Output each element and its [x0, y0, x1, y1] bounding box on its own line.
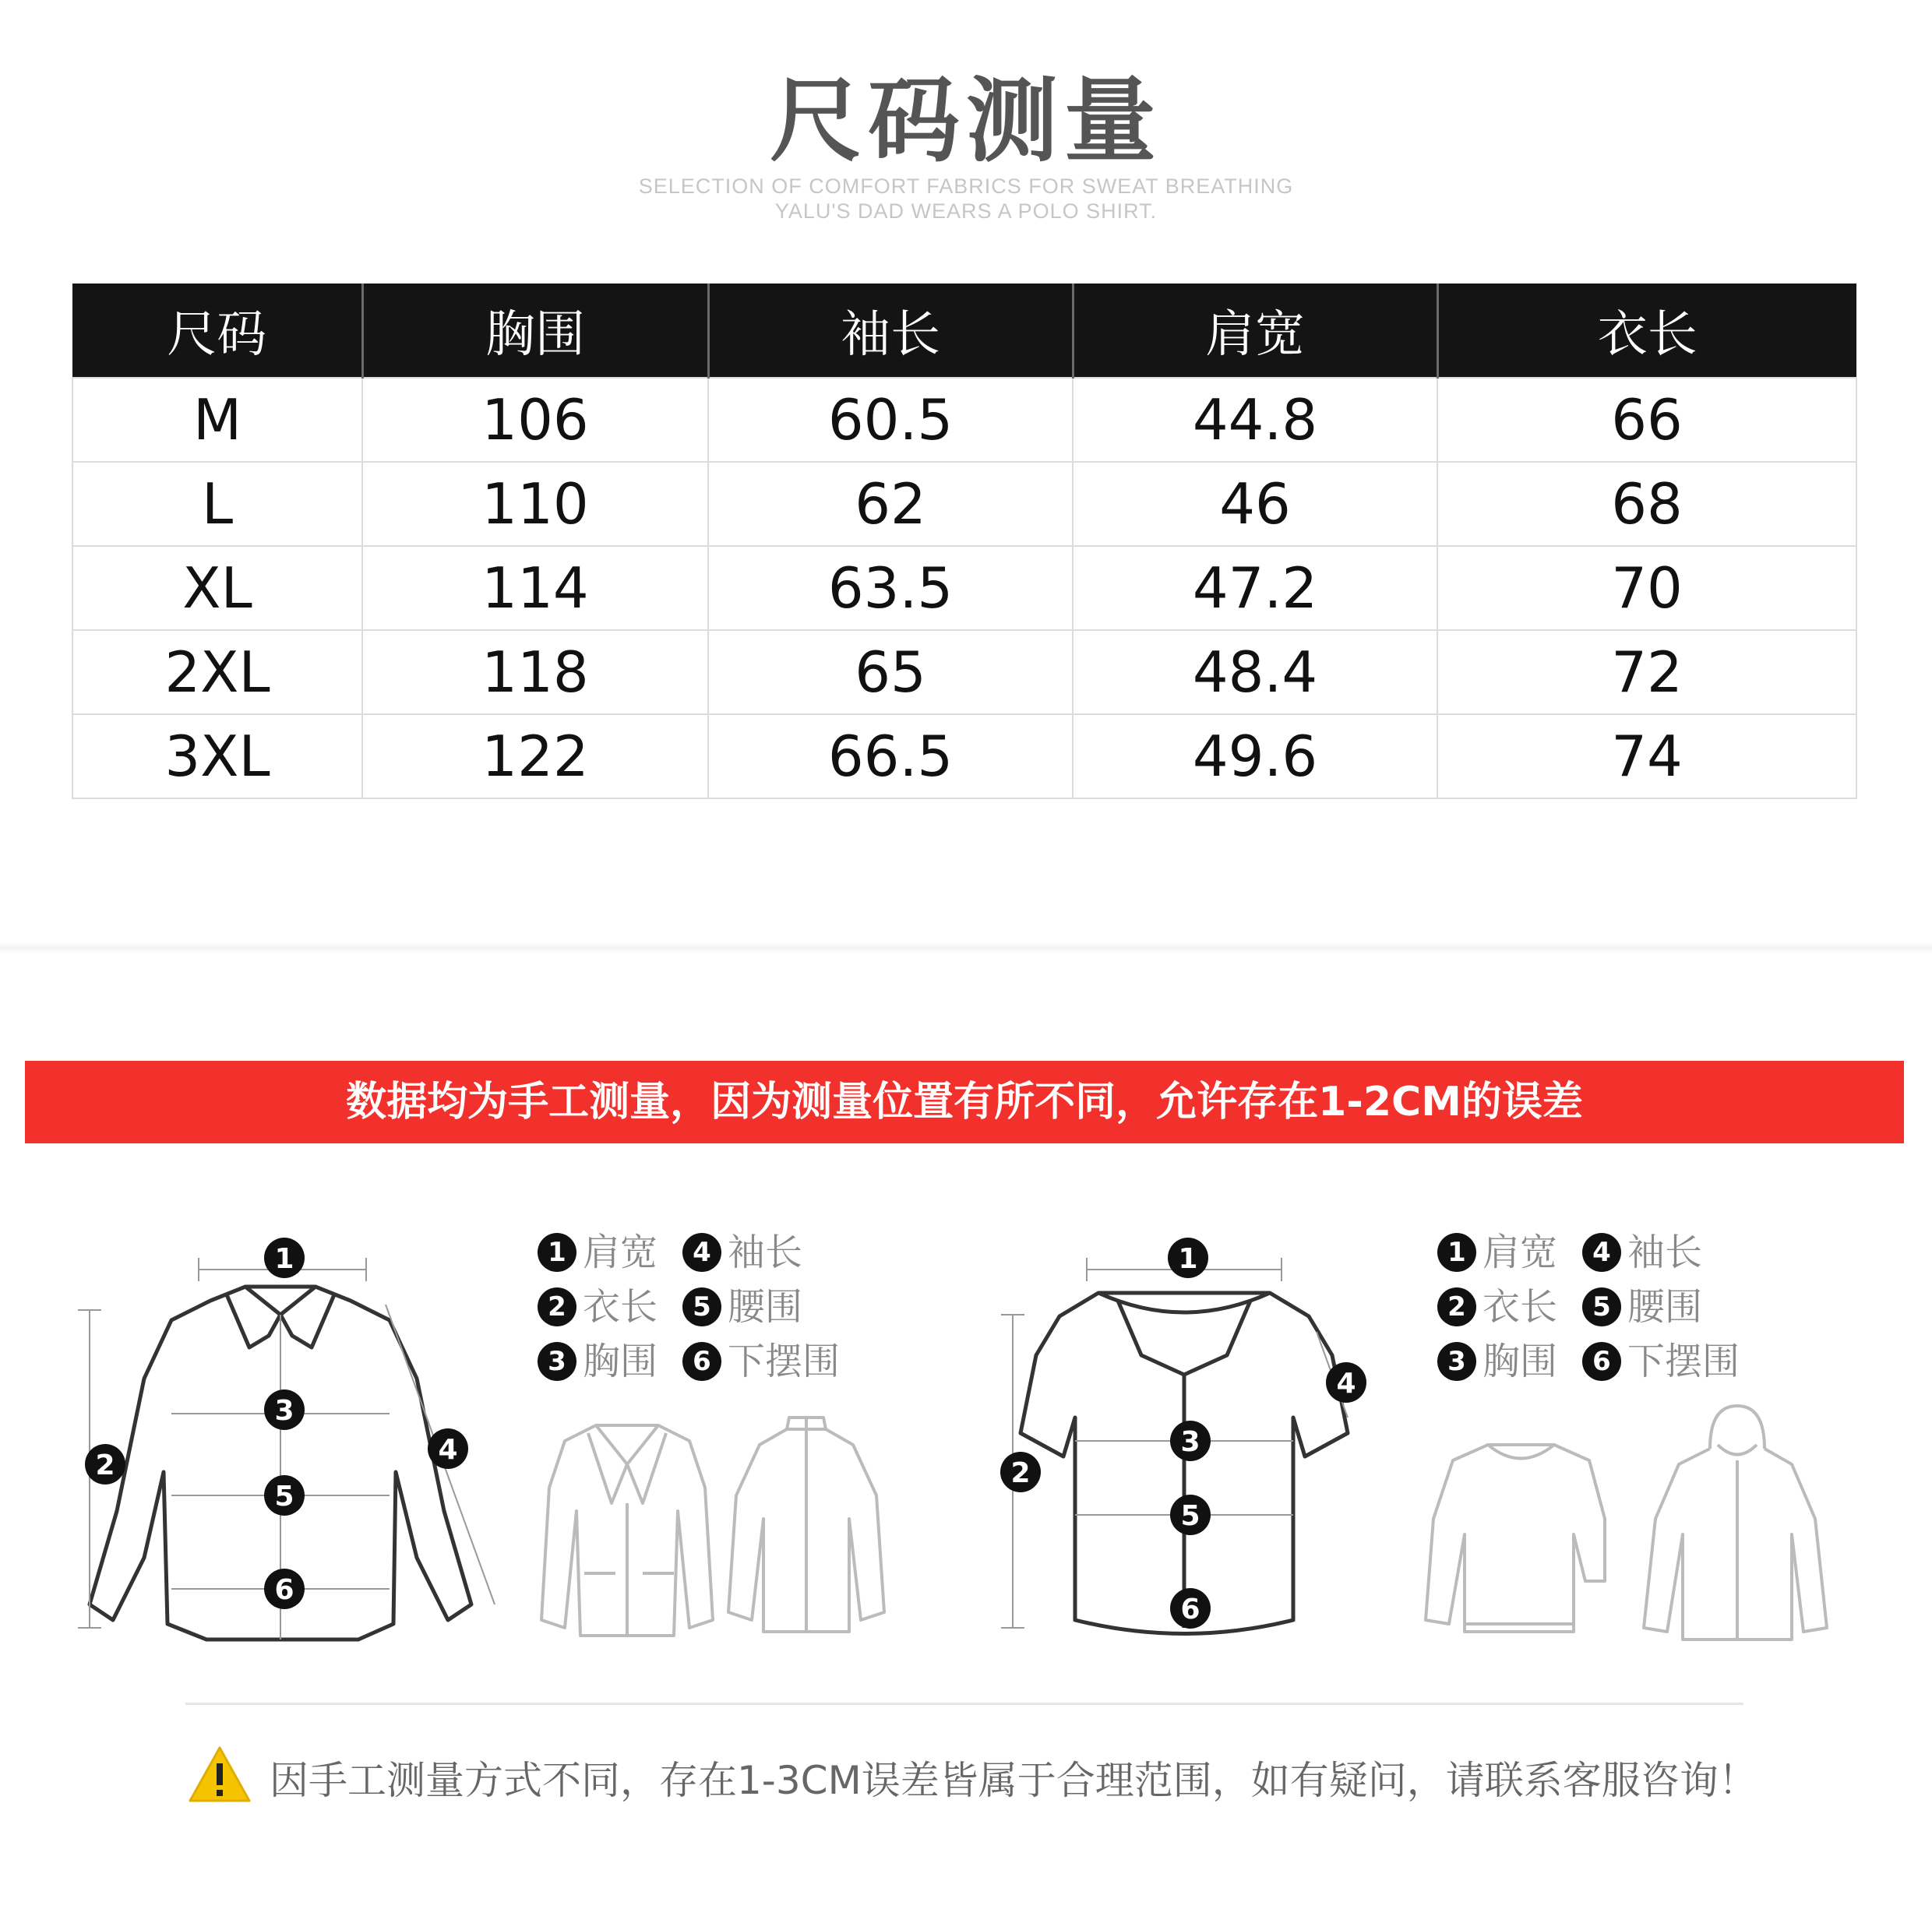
measurement-legend-left	[538, 1223, 841, 1386]
table-cell: 72	[1437, 630, 1856, 714]
table-row	[72, 462, 1856, 546]
marker-5-label: 5	[1180, 1500, 1200, 1532]
hoodie-sketch	[1636, 1402, 1831, 1643]
table-cell: 66.5	[708, 714, 1073, 798]
warning-icon	[187, 1745, 252, 1804]
blazer-sketch	[534, 1418, 721, 1643]
legend-label: 袖长	[1627, 1231, 1703, 1274]
legend-label: 袖长	[728, 1231, 803, 1274]
legend-number: 6	[1582, 1342, 1621, 1381]
marker-1-label: 1	[274, 1243, 294, 1275]
column-header-chest: 胸围	[362, 284, 708, 378]
sweater-sketch	[1418, 1433, 1628, 1643]
legend-number: 6	[682, 1342, 721, 1381]
marker-4-label: 4	[1336, 1368, 1356, 1400]
table-row	[72, 378, 1856, 462]
table-cell: 3XL	[72, 714, 362, 798]
table-cell: 70	[1437, 546, 1856, 630]
legend-number: 3	[1437, 1342, 1476, 1381]
table-cell: 48.4	[1073, 630, 1437, 714]
legend-label: 胸围	[583, 1340, 658, 1383]
table-cell: 66	[1437, 378, 1856, 462]
table-cell: 110	[362, 462, 708, 546]
subtitle-line-2: YALU'S DAD WEARS A POLO SHIRT.	[774, 199, 1158, 223]
table-cell: 63.5	[708, 546, 1073, 630]
legend-label: 腰围	[1627, 1285, 1703, 1329]
table-cell: 65	[708, 630, 1073, 714]
table-cell: 47.2	[1073, 546, 1437, 630]
table-cell: 2XL	[72, 630, 362, 714]
marker-6-label: 6	[1180, 1594, 1200, 1625]
table-header-row	[72, 284, 1856, 378]
table-cell: 62	[708, 462, 1073, 546]
page-title: 尺码测量	[769, 67, 1162, 174]
subtitle-line-1: SELECTION OF COMFORT FABRICS FOR SWEAT BREATHING	[638, 174, 1294, 198]
column-header-shoulder: 肩宽	[1073, 284, 1437, 378]
legend-label: 肩宽	[1482, 1231, 1558, 1274]
marker-3-label: 3	[274, 1395, 294, 1427]
legend-number: 2	[538, 1287, 576, 1326]
table-cell: 60.5	[708, 378, 1073, 462]
size-table	[72, 284, 1857, 799]
table-cell: 49.6	[1073, 714, 1437, 798]
table-cell: 122	[362, 714, 708, 798]
shirt-measurement-diagram	[989, 1215, 1387, 1651]
table-cell: 114	[362, 546, 708, 630]
table-cell: XL	[72, 546, 362, 630]
marker-3-label: 3	[1180, 1426, 1200, 1458]
column-header-length: 衣长	[1437, 284, 1856, 378]
legend-label: 下摆围	[1627, 1340, 1740, 1383]
disclaimer-text: 因手工测量方式不同，存在1-3CM误差皆属于合理范围，如有疑问，请联系客服咨询！	[270, 1758, 1757, 1803]
legend-number: 4	[682, 1233, 721, 1272]
marker-4-label: 4	[438, 1434, 458, 1466]
table-cell: M	[72, 378, 362, 462]
column-header-sleeve: 袖长	[708, 284, 1073, 378]
legend-label: 腰围	[728, 1285, 803, 1329]
marker-1-label: 1	[1178, 1243, 1198, 1275]
legend-number: 5	[682, 1287, 721, 1326]
column-header-size: 尺码	[72, 284, 362, 378]
measurement-error-banner: 数据均为手工测量，因为测量位置有所不同，允许存在1-2CM的误差	[25, 1061, 1904, 1143]
table-cell: 118	[362, 630, 708, 714]
marker-5-label: 5	[274, 1481, 294, 1513]
table-row	[72, 714, 1856, 798]
table-cell: L	[72, 462, 362, 546]
legend-number: 2	[1437, 1287, 1476, 1326]
table-cell: 74	[1437, 714, 1856, 798]
measurement-legend-right	[1437, 1223, 1740, 1386]
jacket-measurement-diagram	[70, 1215, 522, 1651]
marker-2-label: 2	[1010, 1457, 1031, 1489]
legend-label: 肩宽	[583, 1231, 658, 1274]
section-divider	[0, 942, 1932, 953]
legend-number: 1	[538, 1233, 576, 1272]
table-cell: 44.8	[1073, 378, 1437, 462]
table-row	[72, 546, 1856, 630]
legend-label: 下摆围	[728, 1340, 841, 1383]
legend-label: 胸围	[1482, 1340, 1558, 1383]
legend-number: 5	[1582, 1287, 1621, 1326]
marker-2-label: 2	[95, 1449, 115, 1481]
legend-number: 1	[1437, 1233, 1476, 1272]
zip-jacket-sketch	[721, 1418, 892, 1643]
footer-divider	[185, 1703, 1743, 1705]
marker-6-label: 6	[274, 1574, 294, 1606]
table-row	[72, 630, 1856, 714]
legend-number: 4	[1582, 1233, 1621, 1272]
table-cell: 68	[1437, 462, 1856, 546]
table-cell: 106	[362, 378, 708, 462]
legend-label: 衣长	[583, 1285, 658, 1329]
legend-number: 3	[538, 1342, 576, 1381]
legend-label: 衣长	[1482, 1285, 1558, 1329]
table-cell: 46	[1073, 462, 1437, 546]
